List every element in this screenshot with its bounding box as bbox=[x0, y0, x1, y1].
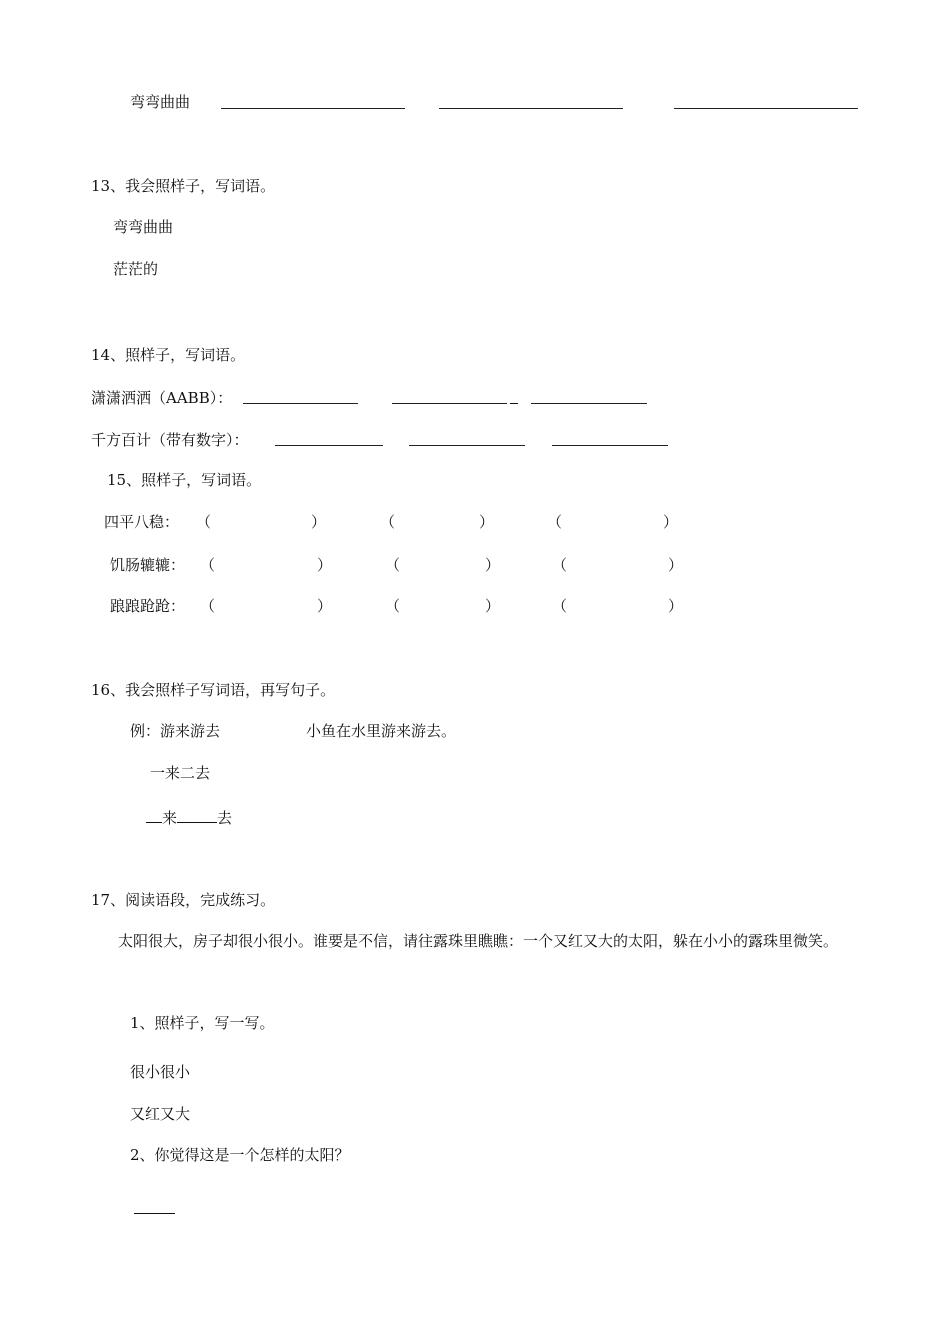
question-17-title: 17、阅读语段，完成练习。 bbox=[91, 891, 276, 909]
q16-item-mid: 来 bbox=[162, 809, 178, 827]
open-paren: （ bbox=[200, 556, 216, 574]
q17-passage: 太阳很大，房子却很小很小。谁要是不信，请往露珠里瞧瞧：一个又红又大的太阳，躲在小小的露珠里微笑。 bbox=[118, 932, 839, 950]
q16-item-fill bbox=[146, 806, 232, 828]
q15-row-label: 饥肠辘辘： bbox=[110, 556, 186, 574]
question-14-title: 14、照样子，写词语。 bbox=[91, 346, 246, 364]
close-paren: ） bbox=[668, 597, 684, 615]
question-13-title: 13、我会照样子，写词语。 bbox=[91, 177, 276, 195]
q14-row1-label: 潇潇洒洒（AABB）： bbox=[91, 389, 233, 407]
close-paren: ） bbox=[317, 556, 333, 574]
q17-sub1-item: 很小很小 bbox=[130, 1063, 191, 1081]
close-paren: ） bbox=[485, 597, 501, 615]
answer-blank[interactable] bbox=[134, 1213, 175, 1214]
answer-blank[interactable] bbox=[552, 445, 668, 446]
open-paren: （ bbox=[552, 556, 568, 574]
answer-blank[interactable] bbox=[409, 445, 525, 446]
answer-blank[interactable] bbox=[392, 403, 507, 404]
answer-blank[interactable] bbox=[439, 108, 623, 109]
answer-blank[interactable] bbox=[510, 403, 518, 404]
open-paren: （ bbox=[385, 597, 401, 615]
q17-sub2: 2、你觉得这是一个怎样的太阳？ bbox=[130, 1146, 350, 1164]
close-paren: ） bbox=[479, 513, 495, 531]
answer-blank[interactable] bbox=[243, 403, 358, 404]
open-paren: （ bbox=[200, 597, 216, 615]
close-paren: ） bbox=[311, 513, 327, 531]
close-paren: ） bbox=[485, 556, 501, 574]
q15-row-label: 四平八稳： bbox=[104, 513, 180, 531]
open-paren: （ bbox=[385, 556, 401, 574]
answer-blank[interactable] bbox=[221, 108, 405, 109]
top-row-word: 弯弯曲曲 bbox=[130, 93, 191, 111]
answer-blank[interactable] bbox=[674, 108, 858, 109]
q16-item: 一来二去 bbox=[150, 764, 211, 782]
answer-blank[interactable] bbox=[177, 806, 217, 823]
question-15-title: 15、照样子，写词语。 bbox=[107, 471, 262, 489]
q17-sub1-item: 又红又大 bbox=[130, 1105, 191, 1123]
q15-row-label: 踉踉跄跄： bbox=[110, 597, 186, 615]
open-paren: （ bbox=[380, 513, 396, 531]
answer-blank[interactable] bbox=[146, 806, 162, 823]
q14-row2-label: 千方百计（带有数字）： bbox=[91, 431, 249, 449]
close-paren: ） bbox=[317, 597, 333, 615]
close-paren: ） bbox=[668, 556, 684, 574]
q16-example-word: 例：游来游去 bbox=[130, 722, 221, 740]
q13-item: 弯弯曲曲 bbox=[113, 218, 174, 236]
q16-example-sentence: 小鱼在水里游来游去。 bbox=[306, 722, 457, 740]
q13-item: 茫茫的 bbox=[113, 260, 159, 278]
answer-blank[interactable] bbox=[531, 403, 647, 404]
q17-sub1: 1、照样子，写一写。 bbox=[130, 1014, 275, 1032]
question-16-title: 16、我会照样子写词语，再写句子。 bbox=[91, 681, 336, 699]
open-paren: （ bbox=[547, 513, 563, 531]
q16-item-end: 去 bbox=[217, 809, 233, 827]
open-paren: （ bbox=[196, 513, 212, 531]
open-paren: （ bbox=[552, 597, 568, 615]
close-paren: ） bbox=[663, 513, 679, 531]
answer-blank[interactable] bbox=[275, 445, 383, 446]
